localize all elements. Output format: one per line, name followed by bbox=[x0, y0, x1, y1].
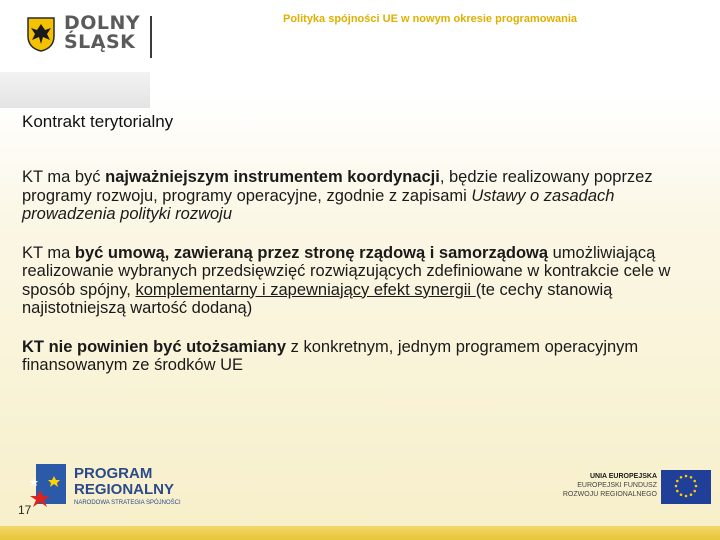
p2-prefix: KT ma bbox=[22, 243, 75, 262]
p1-prefix: KT ma być bbox=[22, 168, 106, 186]
eu-text bbox=[563, 472, 657, 499]
p2-end: (te cechy stanowią najistotniejszą wartość dodaną) bbox=[22, 280, 613, 317]
eagle-shield-icon bbox=[26, 16, 56, 52]
program-line2: REGIONALNY bbox=[74, 481, 175, 498]
p1-italic: Ustawy o zasadach prowadzenia polityki rozwoju bbox=[22, 186, 615, 223]
p3-rest: z konkretnym, jednym programem operacyjnym finansowanym ze środków UE bbox=[22, 337, 639, 374]
bottom-bar bbox=[0, 526, 720, 540]
p2-rest: umożliwiającą realizowanie wybranych przedsięwzięć rozwiązujących zdefiniowane w kontrakcie cele w sposób spójny, bbox=[22, 243, 671, 299]
dolny-slask-logo bbox=[26, 14, 156, 60]
p1-rest: , będzie realizowany poprzez programy rozwoju, programy operacyjne, zgodnie z zapisami bbox=[22, 168, 653, 205]
paragraph-1 bbox=[22, 168, 702, 224]
eu-logo bbox=[545, 468, 715, 508]
slide-content bbox=[22, 168, 702, 395]
eu-flag-icon bbox=[661, 470, 711, 504]
paragraph-2 bbox=[22, 244, 702, 318]
eu-line2: EUROPEJSKI FUNDUSZ bbox=[577, 482, 657, 489]
section-title: Kontrakt terytorialny bbox=[22, 112, 174, 131]
program-stars-icon bbox=[26, 462, 70, 510]
p2-underlined: komplementarny i zapewniający efekt synergii bbox=[135, 280, 476, 299]
logo-line2: ŚLĄSK bbox=[64, 31, 136, 53]
program-regionalny-logo bbox=[26, 462, 196, 518]
logo-line1: DOLNY bbox=[64, 12, 141, 34]
eu-line1: UNIA EUROPEJSKA bbox=[589, 473, 657, 480]
paragraph-3 bbox=[22, 338, 702, 375]
page-number: 17 bbox=[18, 503, 32, 517]
eu-line3: ROZWOJU REGIONALNEGO bbox=[562, 491, 657, 498]
logo-text bbox=[64, 14, 140, 52]
p1-bold: najważniejszym instrumentem koordynacji bbox=[105, 168, 440, 186]
header-title: Polityka spójności UE w nowym okresie programowania bbox=[282, 13, 578, 25]
p2-bold: być umową, zawieraną przez stronę rządową i samorządową bbox=[74, 243, 549, 262]
program-line1: PROGRAM bbox=[74, 465, 153, 482]
decorative-tab bbox=[0, 72, 150, 108]
program-text bbox=[74, 466, 174, 498]
program-subtitle: NARODOWA STRATEGIA SPÓJNOŚCI bbox=[74, 500, 181, 506]
header-divider bbox=[150, 16, 152, 58]
p3-bold: KT nie powinien być utożsamiany bbox=[22, 337, 287, 356]
